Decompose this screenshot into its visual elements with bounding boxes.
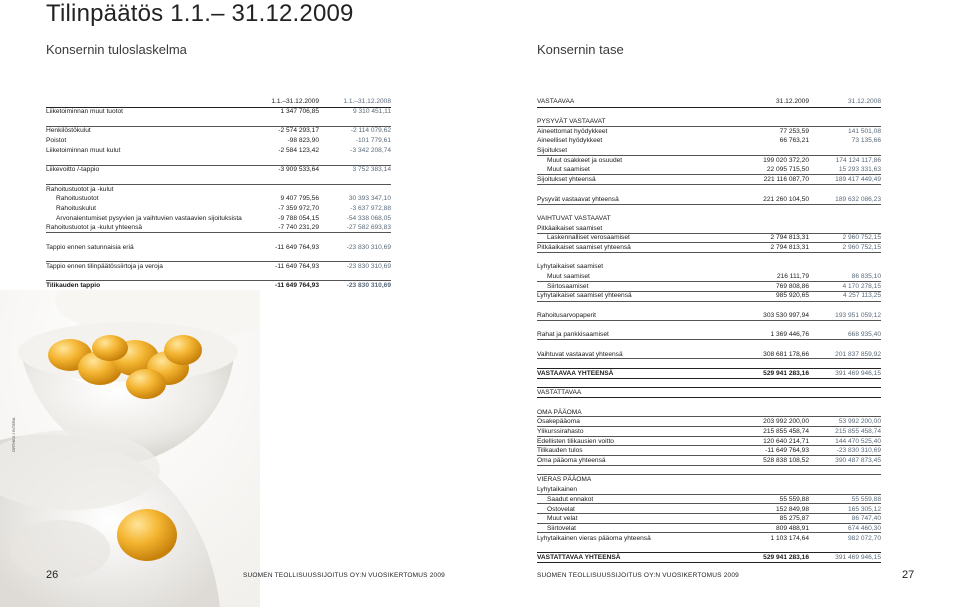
row-label: Sijoitukset yhteensä	[537, 176, 596, 184]
row-label: Saadut ennakot	[547, 495, 594, 503]
row-label: Rahoituskulut	[56, 204, 96, 212]
spacer	[537, 340, 881, 350]
row-value-current: -7 740 231,29	[278, 224, 319, 232]
row-label: Liiketoiminnan muut tuotot	[46, 108, 123, 115]
row-value-current: 985 920,65	[775, 292, 809, 300]
row-value-previous: 2 960 752,15	[842, 243, 881, 251]
row-value-previous: 982 072,70	[847, 534, 881, 542]
row-value-current: 529 941 283,16	[763, 369, 809, 377]
spacer	[537, 204, 881, 214]
table-row	[537, 224, 881, 234]
row-value-previous: 189 417 449,49	[835, 176, 881, 184]
divider	[537, 184, 881, 185]
row-label: Liiketoiminnan muut kulut	[46, 146, 121, 154]
divider	[46, 126, 391, 127]
row-value-current: -9 788 054,15	[278, 214, 319, 222]
row-label: VASTATTAVAA	[537, 389, 582, 397]
row-label: Henkilöstökulut	[46, 127, 91, 135]
divider	[537, 320, 881, 321]
row-value-current: 203 992 200,00	[763, 418, 809, 426]
row-label: Lyhytaikaiset saamiset	[537, 263, 604, 271]
row-value-previous: 165 305,12	[847, 505, 881, 513]
divider	[537, 474, 881, 475]
row-value-previous: 391 469 946,15	[835, 369, 881, 377]
row-value-previous: 86 835,10	[851, 273, 881, 280]
row-label: Tappio ennen satunnaisia eriä	[46, 243, 134, 251]
row-value-current: 809 488,91	[775, 524, 809, 532]
row-label: Rahoitustuotot ja -kulut yhteensä	[46, 224, 143, 232]
row-value-previous: -54 338 068,05	[346, 214, 391, 222]
row-value-current: 199 020 372,20	[763, 156, 809, 164]
row-value-previous: -23 830 310,69	[346, 243, 391, 251]
left-page-number: 26	[46, 569, 59, 581]
balance-col2-header: 31.12.2008	[847, 98, 881, 105]
row-value-current: -2 584 123,42	[278, 146, 319, 154]
table-row	[537, 311, 881, 321]
row-value-current: 303 530 997,94	[763, 311, 809, 319]
row-value-previous: 2 960 752,15	[842, 234, 881, 242]
row-value-previous: 30 393 347,10	[348, 195, 391, 203]
table-row	[537, 127, 881, 137]
row-label: VAIHTUVAT VASTAAVAT	[537, 214, 611, 222]
row-value-previous: 15 293 331,63	[838, 166, 881, 174]
table-row	[537, 136, 881, 146]
spacer	[537, 320, 881, 330]
row-label: Ostovelat	[547, 505, 575, 513]
row-value-previous: 193 951 059,12	[835, 311, 881, 319]
row-value-previous: 3 752 383,14	[352, 166, 391, 174]
income-statement-heading: Konsernin tuloslaskelma	[46, 42, 187, 57]
row-value-previous: 174 124 117,86	[835, 156, 881, 164]
table-row	[537, 282, 881, 292]
divider	[537, 562, 881, 563]
table-row	[537, 156, 881, 166]
income-col1-header: 1.1.–31.12.2009	[271, 98, 319, 105]
table-row	[537, 262, 881, 272]
row-value-previous: 390 487 873,45	[835, 457, 881, 465]
row-value-current: -11 649 764,93	[275, 282, 319, 290]
row-value-previous: 86 747,40	[851, 515, 881, 523]
row-value-current: -2 574 293,17	[278, 127, 319, 135]
divider	[46, 165, 391, 166]
divider	[537, 387, 881, 388]
divider	[537, 455, 881, 456]
table-row	[537, 195, 881, 205]
divider	[537, 174, 881, 175]
table-row	[46, 194, 391, 204]
spacer	[46, 155, 391, 165]
row-value-current: -98 823,90	[287, 137, 319, 145]
right-page-number: 27	[902, 569, 915, 581]
row-label: Osakepääoma	[537, 418, 580, 426]
row-label: Edellisten tilikausien voitto	[537, 437, 614, 445]
row-value-current: 9 407 795,56	[280, 195, 319, 203]
row-value-previous: 189 632 086,23	[835, 195, 881, 203]
table-row	[46, 107, 391, 117]
row-value-current: 120 640 214,71	[763, 437, 809, 445]
table-row	[46, 204, 391, 214]
row-value-previous: 215 855 458,74	[835, 428, 881, 435]
divider	[537, 397, 881, 398]
photo-credit: ORTHEX / INTERA	[11, 417, 16, 452]
row-value-current: 22 095 715,50	[766, 166, 809, 174]
table-row	[537, 291, 881, 301]
table-row	[46, 126, 391, 136]
divider	[46, 184, 391, 185]
spacer	[46, 117, 391, 127]
row-value-current: -11 649 764,93	[275, 263, 319, 270]
balance-sheet-table	[537, 97, 881, 107]
table-row	[46, 243, 391, 253]
divider	[46, 261, 391, 262]
row-value-current: -7 359 972,70	[278, 204, 319, 212]
row-label: Pysyvät vastaavat yhteensä	[537, 195, 619, 203]
balance-header-row	[537, 97, 881, 107]
row-value-previous: 144 470 525,40	[835, 437, 881, 445]
row-label: Pitkäaikaiset saamiset yhteensä	[537, 243, 631, 251]
row-label: Muut saamiset	[547, 273, 590, 280]
row-label: Ylikurssirahasto	[537, 428, 584, 435]
row-value-current: 1 103 174,64	[770, 534, 809, 542]
row-value-previous: -27 582 693,83	[346, 224, 391, 232]
row-label: Rahoitustuotot	[56, 195, 99, 203]
row-label: Arvonalentumiset pysyvien ja vaihtuvien vastaavien sijoituksista	[56, 214, 242, 222]
row-label: Laskennalliset verosaamiset	[547, 234, 630, 242]
row-value-current: -11 649 764,93	[275, 243, 319, 251]
lemon-bowl-photo	[0, 290, 260, 607]
row-value-previous: -23 830 310,69	[346, 263, 391, 270]
page-title: Tilinpäätös 1.1.– 31.12.2009	[46, 0, 354, 27]
row-label: Pitkäaikaiset saamiset	[537, 224, 603, 232]
row-value-current: 308 681 178,66	[763, 350, 809, 358]
row-label: Oma pääoma yhteensä	[537, 457, 606, 465]
table-row	[46, 146, 391, 156]
divider	[537, 494, 881, 495]
row-value-current: 1 347 706,85	[280, 108, 319, 115]
row-label: Lyhytaikaiset saamiset yhteensä	[537, 292, 632, 300]
divider	[537, 204, 881, 205]
divider	[537, 155, 881, 156]
row-label: Lyhytaikainen	[537, 486, 578, 494]
divider	[537, 465, 881, 466]
row-value-previous: 201 837 859,92	[835, 350, 881, 358]
row-value-previous: 9 310 451,11	[352, 108, 391, 115]
row-label: Siirtosaamiset	[547, 282, 589, 290]
divider	[537, 242, 881, 243]
table-row	[46, 136, 391, 146]
row-value-previous: -23 830 310,69	[836, 447, 881, 455]
income-statement-body	[46, 107, 391, 291]
divider	[46, 280, 391, 281]
divider	[537, 281, 881, 282]
row-value-current: 2 794 813,31	[770, 243, 809, 251]
row-value-current: 2 794 813,31	[770, 234, 809, 242]
row-label: VIERAS PÄÄOMA	[537, 476, 592, 484]
divider	[537, 233, 881, 234]
row-value-current: 529 941 283,16	[763, 553, 809, 561]
row-value-current: 85 275,87	[779, 515, 809, 523]
row-value-previous: 73 135,66	[851, 137, 881, 145]
table-row	[46, 185, 391, 195]
row-value-previous: -3 637 972,88	[350, 204, 391, 212]
row-label: Liikevoitto /-tappio	[46, 166, 100, 174]
balance-sheet-heading: Konsernin tase	[537, 42, 624, 57]
spacer	[537, 185, 881, 195]
row-label: Rahoitustuotot ja -kulut	[46, 185, 114, 193]
spacer	[46, 233, 391, 243]
row-value-current: -11 649 764,93	[765, 447, 809, 455]
divider	[537, 291, 881, 292]
row-label: Sijoitukset	[537, 147, 568, 155]
row-value-current: 216 111,79	[776, 273, 809, 280]
row-value-previous: 391 469 946,15	[835, 553, 881, 561]
row-label: Poistot	[46, 137, 67, 145]
divider	[537, 513, 881, 514]
table-row	[537, 475, 881, 485]
table-row	[537, 214, 881, 224]
table-row	[46, 214, 391, 224]
row-value-current: 221 116 087,70	[763, 176, 809, 184]
row-value-previous: -3 342 208,74	[350, 146, 391, 154]
row-value-previous: -23 830 310,69	[346, 282, 391, 290]
spacer	[537, 301, 881, 311]
right-footer-text: SUOMEN TEOLLISUUSSIJOITUS OY:N VUOSIKERTOMUS 2009	[537, 572, 739, 579]
row-label: Tappio ennen tilinpäätössiirtoja ja veroja	[46, 263, 163, 270]
row-label: Aineelliset hyödykkeet	[537, 137, 603, 145]
divider	[537, 416, 881, 417]
row-value-current: -3 909 533,64	[278, 166, 319, 174]
divider	[537, 378, 881, 379]
row-value-previous: 674 460,30	[847, 524, 881, 532]
row-value-previous: 668 935,40	[847, 331, 881, 339]
divider	[537, 368, 881, 369]
spacer	[537, 398, 881, 408]
divider	[537, 252, 881, 253]
row-label: PYSYVÄT VASTAAVAT	[537, 118, 606, 125]
income-statement-table	[46, 97, 391, 107]
divider	[537, 358, 881, 359]
table-row	[46, 165, 391, 175]
row-value-current: 55 559,88	[779, 495, 809, 503]
row-label: VASTAAVAA YHTEENSÄ	[537, 369, 614, 377]
row-value-current: 77 253,59	[779, 127, 809, 135]
row-value-current: 221 260 104,50	[763, 195, 809, 203]
row-value-current: 215 855 458,74	[763, 428, 809, 435]
divider	[46, 232, 391, 233]
row-value-previous: 53 992 200,00	[838, 418, 881, 426]
row-label: Siirtovelat	[547, 524, 576, 532]
row-value-previous: -101 779,61	[355, 137, 391, 145]
row-value-current: 769 808,86	[775, 282, 809, 290]
row-value-current: 152 849,98	[775, 505, 809, 513]
balance-col1-header: 31.12.2009	[775, 98, 809, 105]
divider	[537, 445, 881, 446]
row-value-current: 1 369 446,76	[770, 331, 809, 339]
divider	[537, 503, 881, 504]
row-label: Tilikauden tulos	[537, 447, 583, 455]
balance-head-label: VASTAAVAA	[537, 98, 575, 105]
table-row	[537, 534, 881, 544]
row-value-previous: -2 114 079,62	[350, 127, 391, 135]
income-header-row	[46, 97, 391, 107]
table-row	[46, 262, 391, 272]
divider	[537, 426, 881, 427]
left-footer-text: SUOMEN TEOLLISUUSSIJOITUS OY:N VUOSIKERTOMUS 2009	[243, 572, 445, 579]
row-label: Lyhytaikainen vieras pääoma yhteensä	[537, 534, 651, 542]
row-label: Muut saamiset	[547, 166, 590, 174]
balance-header-rule	[537, 107, 881, 108]
divider	[537, 436, 881, 437]
row-value-current: 66 763,21	[779, 137, 809, 145]
row-value-previous: 4 257 113,25	[842, 292, 881, 300]
row-label: Vaihtuvat vastaavat yhteensä	[537, 350, 623, 358]
divider	[537, 532, 881, 533]
row-label: Aineettomat hyödykkeet	[537, 127, 608, 135]
divider	[537, 339, 881, 340]
divider	[537, 126, 881, 127]
row-label: VASTATTAVAA YHTEENSÄ	[537, 553, 621, 561]
row-label: Muut velat	[547, 515, 578, 523]
row-value-previous: 55 559,88	[851, 495, 881, 503]
income-col2-header: 1.1.–31.12.2008	[343, 98, 391, 105]
row-label: Rahat ja pankkisaamiset	[537, 331, 609, 339]
row-label: OMA PÄÄOMA	[537, 408, 582, 416]
divider	[537, 552, 881, 553]
row-value-previous: 141 501,08	[847, 127, 881, 135]
spacer	[537, 253, 881, 263]
row-label: Tilikauden tappio	[46, 282, 101, 290]
row-value-current: 528 838 108,52	[763, 457, 809, 465]
divider	[537, 523, 881, 524]
divider	[537, 301, 881, 302]
row-label: Rahoitusarvopaperit	[537, 311, 597, 319]
row-value-previous: 4 170 278,15	[842, 282, 881, 290]
row-label: Muut osakkeet ja osuudet	[547, 156, 623, 164]
